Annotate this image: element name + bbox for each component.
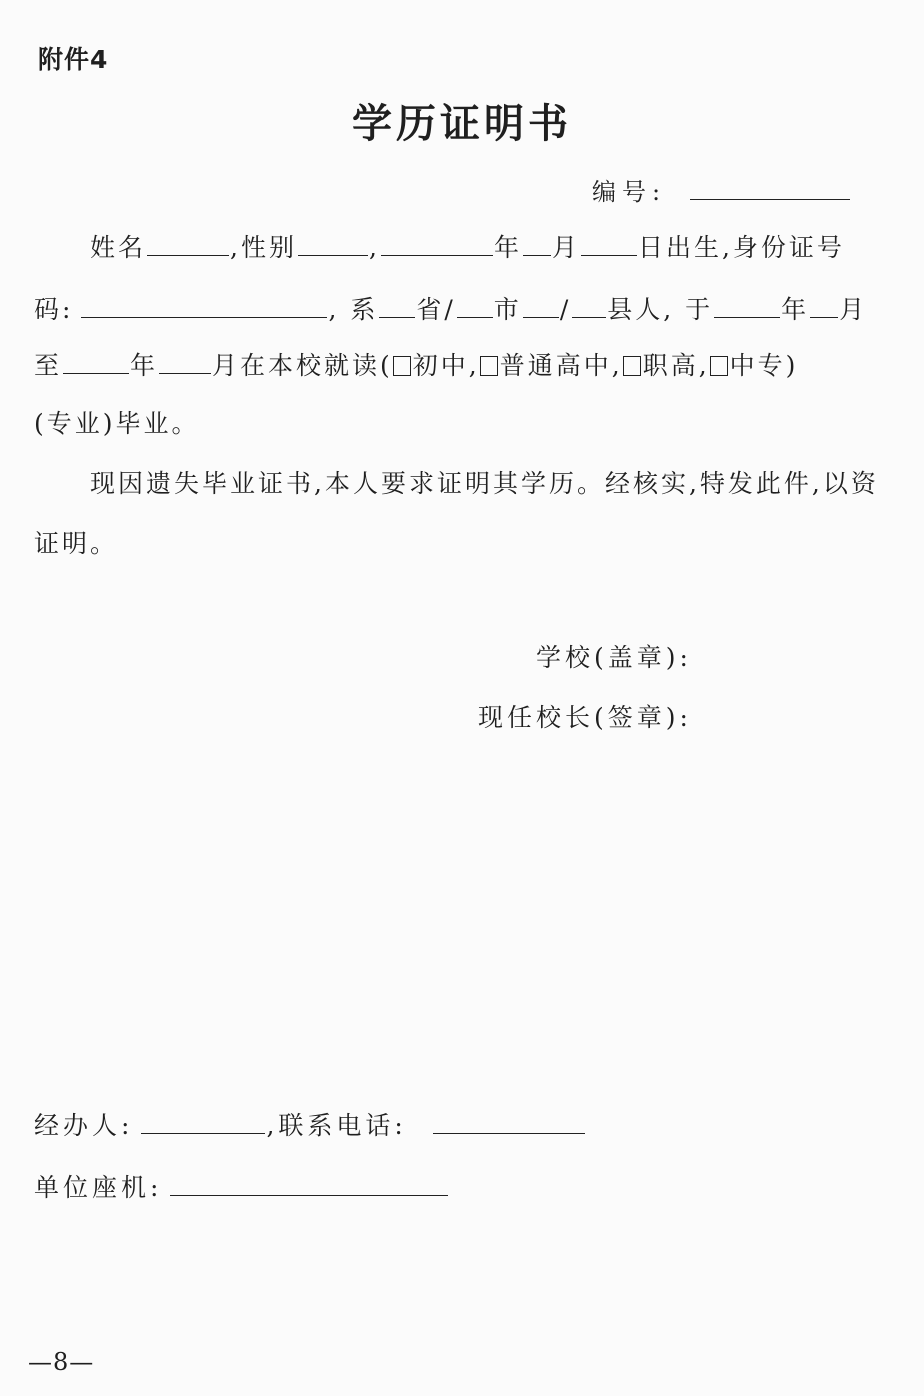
slash: /	[559, 295, 572, 324]
body-line-1	[90, 228, 845, 262]
name-label: 姓名	[90, 233, 147, 262]
sep-2: ,	[368, 233, 380, 262]
city-label: 市	[493, 295, 522, 324]
document-title: 学历证明书	[352, 100, 572, 147]
end-month-field[interactable]	[159, 351, 211, 374]
junior-checkbox[interactable]	[393, 356, 411, 376]
month-label: 月	[551, 233, 580, 262]
body-line-2	[34, 290, 867, 324]
serial-label: 编号:	[592, 178, 667, 206]
body-para2-line2: 证明。	[34, 529, 119, 558]
start-year-label: 年	[781, 295, 810, 324]
serial-field[interactable]	[690, 177, 850, 200]
year-label: 年	[493, 233, 522, 262]
county-field[interactable]	[572, 295, 606, 318]
id-label: 身份证号	[732, 233, 845, 262]
page-number: —8—	[28, 1348, 95, 1376]
technical-checkbox[interactable]	[710, 356, 728, 376]
body-para2-line1: 现因遗失毕业证书,本人要求证明其学历。经核实,特发此件,以资	[90, 469, 879, 498]
name-field[interactable]	[147, 233, 229, 256]
in-label: 于	[685, 295, 714, 324]
landline-row	[34, 1168, 449, 1204]
attachment-label: 附件4	[38, 45, 109, 74]
province-label: 省/	[416, 295, 456, 324]
end-year-label: 年	[130, 351, 159, 380]
start-month-field[interactable]	[810, 295, 838, 318]
to-label: 至	[34, 351, 63, 380]
sep-1: ,	[230, 233, 241, 262]
code-colon-label: 码:	[34, 295, 74, 324]
landline-label: 单位座机:	[34, 1173, 163, 1202]
city-field[interactable]	[457, 295, 493, 318]
comma: ,	[328, 295, 340, 324]
birth-month-field[interactable]	[523, 233, 551, 256]
technical-label: 中专)	[729, 351, 799, 380]
gender-label: 性别	[240, 233, 297, 262]
high-school-label: 普通高中,	[499, 351, 623, 380]
phone-label: ,联系电话:	[266, 1111, 407, 1140]
birth-year-field[interactable]	[381, 233, 493, 256]
serial-number-row	[592, 172, 851, 207]
province-field[interactable]	[379, 295, 415, 318]
school-seal-label: 学校(盖章):	[536, 643, 692, 672]
start-year-field[interactable]	[714, 295, 780, 318]
start-month-label: 月	[839, 295, 868, 324]
county-person-label: 县人,	[607, 295, 675, 324]
day-birth-label: 日出生,	[637, 233, 733, 262]
id-number-field[interactable]	[81, 295, 327, 318]
gender-field[interactable]	[298, 233, 368, 256]
phone-field[interactable]	[433, 1111, 585, 1134]
handler-row	[34, 1106, 586, 1142]
end-year-field[interactable]	[63, 351, 129, 374]
principal-sign-label: 现任校长(签章):	[478, 703, 692, 732]
junior-label: 初中,	[412, 351, 480, 380]
birth-day-field[interactable]	[581, 233, 637, 256]
high-school-checkbox[interactable]	[480, 356, 498, 376]
landline-field[interactable]	[170, 1173, 448, 1196]
month-study-label: 月在本校就读(	[212, 351, 393, 380]
belongs-label: 系	[350, 295, 379, 324]
body-line-3	[34, 346, 798, 380]
handler-field[interactable]	[141, 1111, 265, 1134]
vocational-label: 职高,	[642, 351, 710, 380]
body-line-4: (专业)毕业。	[34, 409, 200, 438]
city-field-2[interactable]	[523, 295, 559, 318]
handler-label: 经办人:	[34, 1111, 134, 1140]
vocational-checkbox[interactable]	[623, 356, 641, 376]
